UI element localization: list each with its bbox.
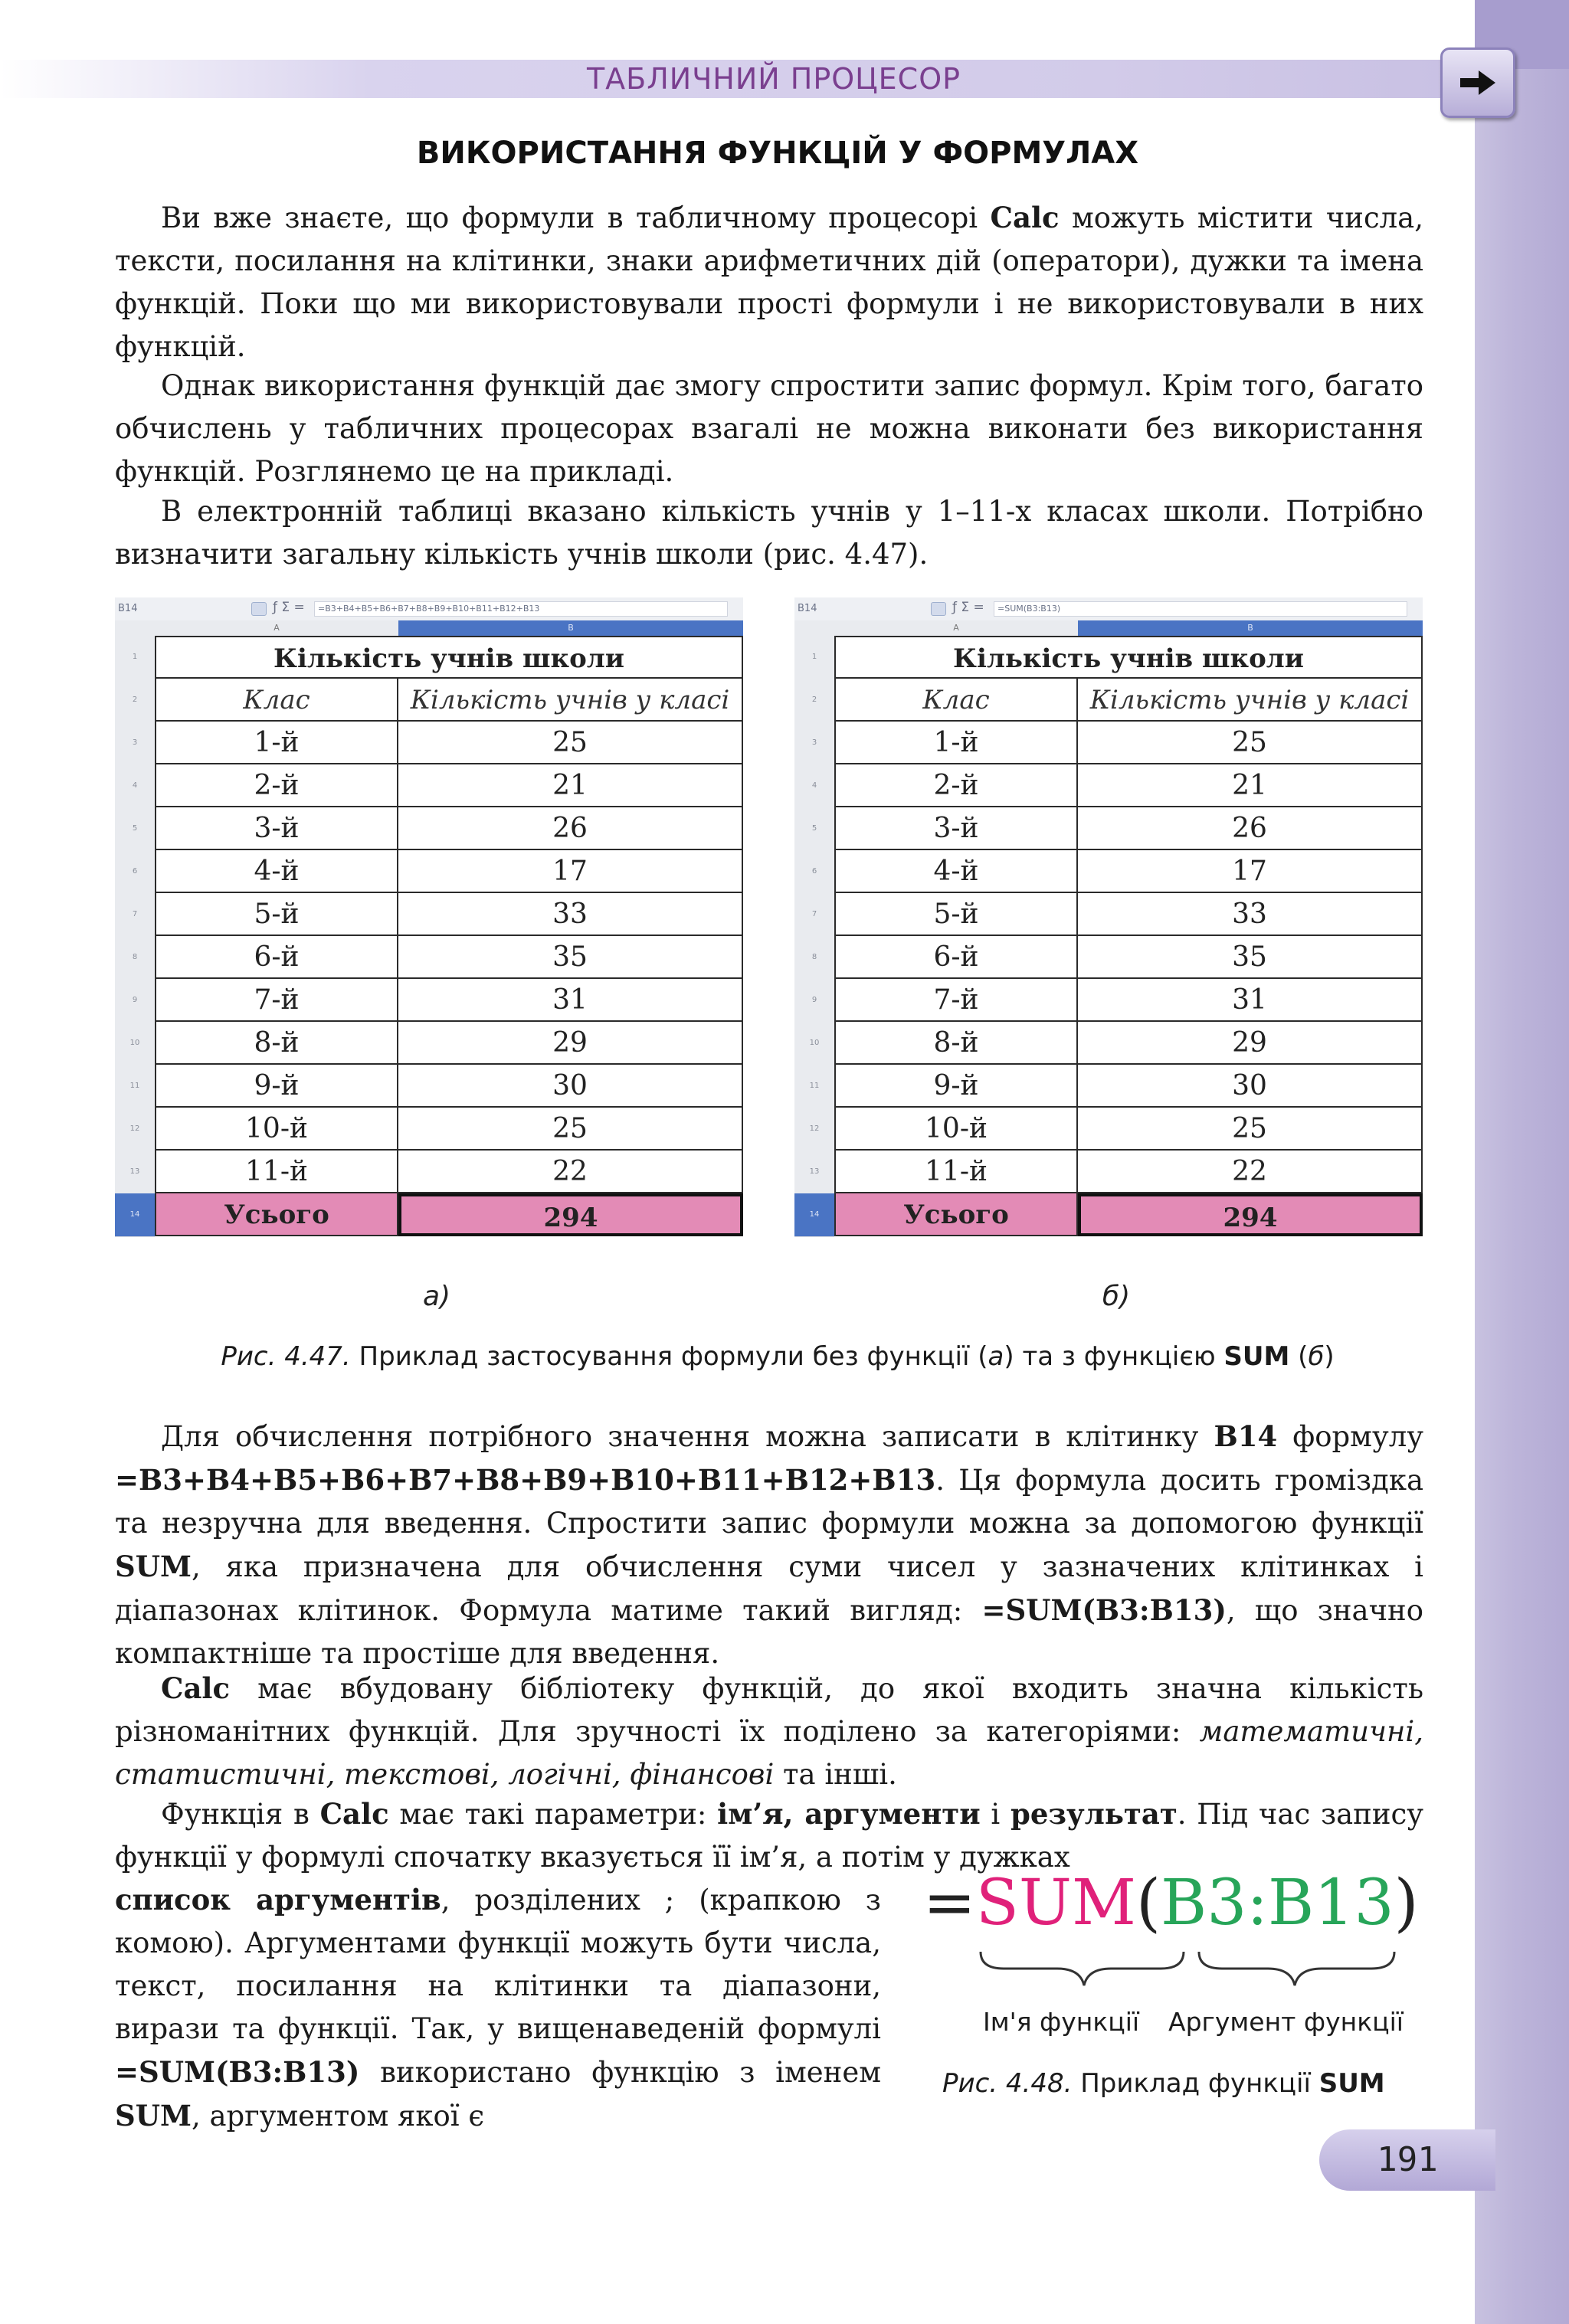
function-name: SUM bbox=[975, 1867, 1136, 1939]
row-number: 7 bbox=[115, 893, 155, 937]
row-number: 9 bbox=[115, 979, 155, 1023]
text-span: , яка призначена для обчислення суми чисел у зазначених клітинках і діапазонах клітинок. Формула матиме такий вигляд: bbox=[115, 1550, 1423, 1627]
count-cell: 22 bbox=[1078, 1151, 1423, 1193]
count-cell: 33 bbox=[398, 893, 743, 936]
function-argument: B3:B13 bbox=[1160, 1867, 1394, 1939]
cell-reference: B14 bbox=[798, 603, 817, 614]
class-cell: 2-й bbox=[155, 764, 398, 807]
function-wizard-icon: ƒ Σ = bbox=[952, 600, 984, 615]
class-cell: 6-й bbox=[834, 936, 1078, 979]
count-cell: 30 bbox=[398, 1065, 743, 1108]
caption-fig-number: Рис. 4.48. bbox=[942, 2068, 1073, 2099]
calc-term: Calc bbox=[990, 201, 1060, 234]
row-number: 5 bbox=[115, 807, 155, 851]
formula-bar bbox=[794, 597, 1423, 621]
text-span: ) bbox=[1324, 1341, 1335, 1372]
text-span: можуть містити числа, тексти, посилання на клітинки, знаки арифметичних дій (оператори), дужки та імена функцій. Поки що ми використовували прості формули і не використовували в них функцій. bbox=[115, 201, 1423, 363]
class-cell: 1-й bbox=[834, 722, 1078, 764]
figure-letter-a: а) bbox=[422, 1281, 451, 1312]
row-number: 13 bbox=[794, 1151, 834, 1194]
row-number: 8 bbox=[115, 936, 155, 980]
table-row bbox=[794, 636, 1423, 679]
params-term: ім’я, аргументи bbox=[717, 1797, 981, 1831]
table-row bbox=[115, 850, 743, 893]
row-number: 5 bbox=[794, 807, 834, 851]
spreadsheet-figure-a bbox=[115, 597, 743, 1264]
sum-term: SUM bbox=[115, 2099, 192, 2133]
class-cell: 7-й bbox=[834, 979, 1078, 1022]
table-row bbox=[794, 764, 1423, 807]
table-row bbox=[115, 1022, 743, 1065]
table-row bbox=[115, 1065, 743, 1108]
count-cell: 22 bbox=[398, 1151, 743, 1193]
total-value-cell: 294 bbox=[398, 1193, 743, 1236]
chevron-down-icon bbox=[931, 602, 946, 616]
figure-448-caption bbox=[942, 2068, 1385, 2099]
total-value-cell: 294 bbox=[1078, 1193, 1423, 1236]
text-span: Однак використання функцій дає змогу спростити запис формул. Крім того, багато обчислень у табличних процесорах взагалі не можна виконати без використання функцій. Розглянемо це на прикладі. bbox=[115, 369, 1423, 488]
count-cell: 35 bbox=[1078, 936, 1423, 979]
row-number: 6 bbox=[794, 850, 834, 894]
total-label-cell: Усього bbox=[834, 1193, 1078, 1236]
text-span: і bbox=[980, 1798, 1011, 1831]
table-title-cell: Кількість учнів школи bbox=[155, 636, 743, 679]
chevron-down-icon bbox=[251, 602, 267, 616]
table-row bbox=[115, 679, 743, 722]
chapter-title: ТАБЛИЧНИЙ ПРОЦЕСОР bbox=[586, 62, 961, 96]
class-cell: 5-й bbox=[155, 893, 398, 936]
section-heading: ВИКОРИСТАННЯ ФУНКЦІЙ У ФОРМУЛАХ bbox=[416, 136, 1139, 171]
class-cell: 10-й bbox=[834, 1108, 1078, 1151]
text-span: ) та з функцією bbox=[1004, 1341, 1224, 1372]
paragraph-intro bbox=[115, 196, 1423, 368]
table-row bbox=[794, 722, 1423, 764]
class-cell: 9-й bbox=[155, 1065, 398, 1108]
paragraph-function-library bbox=[115, 1667, 1423, 1796]
column-headers bbox=[115, 620, 743, 637]
count-cell: 35 bbox=[398, 936, 743, 979]
open-paren: ( bbox=[1135, 1867, 1161, 1939]
row-number: 11 bbox=[794, 1065, 834, 1108]
row-number: 2 bbox=[794, 679, 834, 722]
table-row bbox=[794, 936, 1423, 979]
row-number: 4 bbox=[794, 764, 834, 808]
sum-term: SUM bbox=[115, 1550, 192, 1583]
row-number: 3 bbox=[794, 722, 834, 765]
class-cell: 11-й bbox=[155, 1151, 398, 1193]
column-label-count: Кількість учнів у класі bbox=[1078, 679, 1423, 722]
count-cell: 25 bbox=[398, 722, 743, 764]
function-wizard-icon: ƒ Σ = bbox=[273, 600, 305, 615]
page-margin-band bbox=[1475, 0, 1569, 2324]
count-cell: 26 bbox=[398, 807, 743, 850]
formula-text: =SUM(B3:B13) bbox=[994, 601, 1407, 617]
count-cell: 25 bbox=[1078, 1108, 1423, 1151]
row-number: 7 bbox=[794, 893, 834, 937]
class-cell: 11-й bbox=[834, 1151, 1078, 1193]
total-label-cell: Усього bbox=[155, 1193, 398, 1236]
text-span: Функція в bbox=[161, 1798, 320, 1831]
count-cell: 29 bbox=[1078, 1022, 1423, 1065]
row-number: 10 bbox=[794, 1022, 834, 1065]
calc-term: Calc bbox=[161, 1671, 231, 1705]
table-row bbox=[794, 1022, 1423, 1065]
table-row bbox=[794, 1193, 1423, 1236]
arrow-right-icon bbox=[1440, 47, 1515, 118]
class-cell: 3-й bbox=[834, 807, 1078, 850]
label-function-name: Ім'я функції bbox=[983, 2007, 1140, 2037]
table-row bbox=[794, 679, 1423, 722]
count-cell: 25 bbox=[398, 1108, 743, 1151]
count-cell: 26 bbox=[1078, 807, 1423, 850]
count-cell: 21 bbox=[1078, 764, 1423, 807]
row-number: 2 bbox=[115, 679, 155, 722]
count-cell: 21 bbox=[398, 764, 743, 807]
formula-term: =B3+B4+B5+B6+B7+B8+B9+B10+B11+B12+B13 bbox=[115, 1463, 936, 1497]
class-cell: 10-й bbox=[155, 1108, 398, 1151]
cell-term: B14 bbox=[1214, 1419, 1278, 1453]
sum-term: SUM bbox=[1318, 2068, 1385, 2099]
text-span: . Ця формула досить громіздка та незручна для введення. Спростити запис формули можна за допомогою функції bbox=[115, 1464, 1423, 1540]
calc-term: Calc bbox=[319, 1797, 389, 1831]
row-number: 10 bbox=[115, 1022, 155, 1065]
args-term: список аргументів bbox=[115, 1883, 441, 1916]
class-cell: 2-й bbox=[834, 764, 1078, 807]
text-span: ( bbox=[1289, 1341, 1309, 1372]
count-cell: 29 bbox=[398, 1022, 743, 1065]
table-row bbox=[115, 636, 743, 679]
paragraph-sum-explanation bbox=[115, 1415, 1423, 1675]
count-cell: 30 bbox=[1078, 1065, 1423, 1108]
text-span: . Під час запису функції у формулі спочатку вказується її ім’я, а потім у дужках bbox=[115, 1798, 1423, 1874]
class-cell: 4-й bbox=[155, 850, 398, 893]
count-cell: 25 bbox=[1078, 722, 1423, 764]
row-number: 14 bbox=[115, 1193, 155, 1237]
text-span: , розділених ; (крапкою з комою). Аргументами функції можуть бути числа, текст, посилання на клітинки та діапазони, вирази та функції. Так, у вищенаведеній формулі bbox=[115, 1884, 881, 2045]
class-cell: 7-й bbox=[155, 979, 398, 1022]
class-cell: 6-й bbox=[155, 936, 398, 979]
figure-letter-b: б) bbox=[1102, 1281, 1131, 1312]
class-cell: 4-й bbox=[834, 850, 1078, 893]
column-label-class: Клас bbox=[155, 679, 398, 722]
table-row bbox=[115, 1151, 743, 1193]
class-cell: 8-й bbox=[834, 1022, 1078, 1065]
row-number: 3 bbox=[115, 722, 155, 765]
text-span: має такі параметри: bbox=[388, 1798, 718, 1831]
column-header-a: A bbox=[274, 623, 280, 633]
equals-sign: = bbox=[923, 1867, 976, 1939]
table-row bbox=[115, 722, 743, 764]
count-cell: 31 bbox=[398, 979, 743, 1022]
formula-term: =SUM(B3:B13) bbox=[981, 1593, 1227, 1627]
text-span: формулу bbox=[1277, 1420, 1423, 1453]
sum-function-diagram bbox=[923, 1861, 1429, 1946]
column-header-a: A bbox=[953, 623, 959, 633]
page-number: 191 bbox=[1319, 2129, 1495, 2191]
label-function-argument: Аргумент функції bbox=[1168, 2007, 1404, 2037]
spreadsheet-figure-b bbox=[794, 597, 1423, 1264]
row-number: 13 bbox=[115, 1151, 155, 1194]
table-row bbox=[794, 850, 1423, 893]
text-span: використано функцію з іменем bbox=[359, 2056, 881, 2089]
paragraph-functions-benefit bbox=[115, 365, 1423, 493]
brace-icon bbox=[973, 1946, 1402, 1992]
row-number: 6 bbox=[115, 850, 155, 894]
text-span: Ви вже знаєте, що формули в табличному процесорі bbox=[161, 201, 991, 234]
text-span: В електронній таблиці вказано кількість учнів у 1–11-х класах школи. Потрібно визначити загальну кількість учнів школи (рис. 4.47). bbox=[115, 495, 1423, 571]
categories-term: математичні, статистичні, текстові, логічні, фінансові bbox=[115, 1715, 1423, 1791]
paragraph-arguments bbox=[115, 1878, 881, 2138]
table-row bbox=[115, 936, 743, 979]
caption-fig-number: Рис. 4.47. bbox=[221, 1341, 351, 1372]
text-span: та інші. bbox=[774, 1758, 897, 1791]
cell-reference: B14 bbox=[118, 603, 138, 614]
row-number: 12 bbox=[115, 1108, 155, 1151]
table-row bbox=[115, 1108, 743, 1151]
class-cell: 5-й bbox=[834, 893, 1078, 936]
paragraph-task bbox=[115, 490, 1423, 576]
table-row bbox=[794, 807, 1423, 850]
column-headers bbox=[794, 620, 1423, 637]
table-row bbox=[115, 764, 743, 807]
class-cell: 1-й bbox=[155, 722, 398, 764]
table-row bbox=[115, 1193, 743, 1236]
column-header-b: B bbox=[1078, 620, 1423, 636]
text-span: , аргументом якої є bbox=[191, 2100, 485, 2133]
row-number: 14 bbox=[794, 1193, 834, 1237]
text-span: Для обчислення потрібного значення можна записати в клітинку bbox=[161, 1420, 1214, 1453]
table-row bbox=[794, 1108, 1423, 1151]
text-span: Приклад функції bbox=[1072, 2068, 1319, 2099]
formula-term: =SUM(B3:B13) bbox=[115, 2055, 360, 2089]
table-row bbox=[115, 893, 743, 936]
text-span: Приклад застосування формули без функції ( bbox=[350, 1341, 988, 1372]
text-span: б bbox=[1308, 1341, 1325, 1372]
class-cell: 9-й bbox=[834, 1065, 1078, 1108]
row-number: 9 bbox=[794, 979, 834, 1023]
text-span: має вбудовану бібліотеку функцій, до якої входить значна кількість різноманітних функцій. Для зручності їх поділено за категоріями: bbox=[115, 1672, 1423, 1748]
result-term: результат bbox=[1011, 1797, 1178, 1831]
count-cell: 17 bbox=[398, 850, 743, 893]
class-cell: 3-й bbox=[155, 807, 398, 850]
text-span: , що значно компактніше та простіше для введення. bbox=[115, 1594, 1423, 1670]
class-cell: 8-й bbox=[155, 1022, 398, 1065]
column-header-b: B bbox=[398, 620, 743, 636]
text-span: а bbox=[988, 1341, 1004, 1372]
table-title-cell: Кількість учнів школи bbox=[834, 636, 1423, 679]
count-cell: 33 bbox=[1078, 893, 1423, 936]
table-row bbox=[794, 893, 1423, 936]
table-row bbox=[794, 1065, 1423, 1108]
table-row bbox=[794, 979, 1423, 1022]
row-number: 12 bbox=[794, 1108, 834, 1151]
table-row bbox=[115, 807, 743, 850]
count-cell: 31 bbox=[1078, 979, 1423, 1022]
formula-text: =B3+B4+B5+B6+B7+B8+B9+B10+B11+B12+B13 bbox=[314, 601, 728, 617]
count-cell: 17 bbox=[1078, 850, 1423, 893]
column-label-class: Клас bbox=[834, 679, 1078, 722]
row-number: 1 bbox=[794, 636, 834, 679]
row-number: 4 bbox=[115, 764, 155, 808]
formula-bar bbox=[115, 597, 743, 621]
close-paren: ) bbox=[1394, 1867, 1419, 1939]
row-number: 1 bbox=[115, 636, 155, 679]
sum-term: SUM bbox=[1223, 1341, 1290, 1372]
column-label-count: Кількість учнів у класі bbox=[398, 679, 743, 722]
figure-447-caption bbox=[0, 1339, 1555, 1374]
row-number: 8 bbox=[794, 936, 834, 980]
row-number: 11 bbox=[115, 1065, 155, 1108]
table-row bbox=[115, 979, 743, 1022]
table-row bbox=[794, 1151, 1423, 1193]
